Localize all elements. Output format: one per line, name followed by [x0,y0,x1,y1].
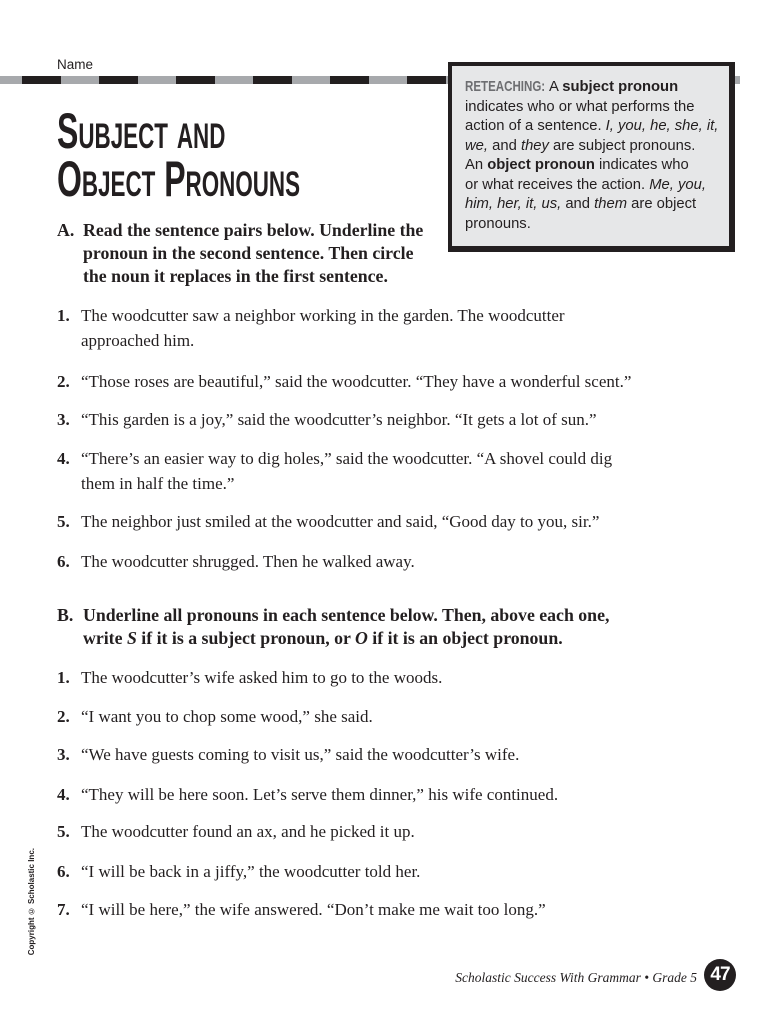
term-subject-pronoun: subject pronoun [562,79,679,95]
item-text-line: The woodcutter saw a neighbor working in the garden. The woodcutter [81,306,565,325]
page-number: 47 [710,964,730,985]
reteaching-label: RETEACHING: [465,79,546,95]
reteaching-text: indicates who [594,157,689,173]
footer-credit [455,970,697,986]
item-text-line: “There’s an easier way to dig holes,” said the woodcutter. “A shovel could dig [81,449,613,468]
instruction-fragment: write [83,628,127,648]
exercise-b-item [57,665,442,690]
name-label: Name [57,57,94,72]
instruction-text [57,604,609,650]
reteaching-line [465,195,729,215]
exercise-a-item [57,446,612,496]
item-text [57,742,519,767]
item-number: 7. [57,900,70,919]
item-text [57,819,415,844]
title-line-1: Subject and [57,103,226,159]
section-letter: A. [57,220,75,240]
instruction-line: Underline all pronouns in each sentence below. Then, above each one, [83,605,610,625]
item-text-line: “They will be here soon. Let’s serve them dinner,” his wife continued. [81,785,559,804]
item-number: 5. [57,512,70,531]
object-pronoun-examples: him, her, it, us, [465,196,562,212]
item-text [57,407,597,432]
item-number: 2. [57,372,70,391]
item-text [57,446,612,496]
item-text-line: “I want you to chop some wood,” she said. [81,707,373,726]
bullet-separator: • [644,970,649,985]
item-number: 5. [57,822,70,841]
item-text [57,369,631,394]
reteaching-line [465,156,729,176]
reteaching-line [465,117,729,137]
reteaching-text: A [545,79,563,95]
term-object-pronoun: object pronoun [487,157,595,173]
grade-label: Grade 5 [652,970,697,985]
object-pronoun-examples: Me, you, [649,176,706,193]
item-number: 3. [57,745,70,764]
subject-pronoun-examples: I, you, he, she, it, [605,118,719,134]
section-letter: B. [57,605,74,625]
instruction-fragment: if it is an object pronoun. [367,628,563,648]
item-text-line: “Those roses are beautiful,” said the woodcutter. “They have a wonderful scent.” [81,372,632,391]
item-text [57,859,420,884]
item-number: 1. [57,306,70,325]
item-text-line: The woodcutter’s wife asked him to go to the woods. [81,668,443,687]
item-number: 1. [57,668,70,687]
item-text-line: “I will be back in a jiffy,” the woodcutter told her. [81,862,421,881]
reteaching-text: action of a sentence. [465,118,606,134]
item-text-line: The neighbor just smiled at the woodcutter and said, “Good day to you, sir.” [81,512,600,531]
reteaching-text: and [561,196,595,212]
exercise-a-item [57,369,631,394]
item-text-line: them in half the time.” [81,474,235,493]
item-text-line: The woodcutter shrugged. Then he walked away. [81,552,415,571]
object-pronoun-examples: them [594,196,628,212]
reteaching-text: are subject pronouns. [548,137,696,154]
item-text-line: approached him. [81,331,195,350]
item-number: 6. [57,552,70,571]
exercise-a-item [57,407,597,432]
item-number: 2. [57,707,70,726]
item-text-line: “We have guests coming to visit us,” said the woodcutter’s wife. [81,745,520,764]
reteaching-line [465,78,729,98]
instruction-b [57,604,609,650]
subject-pronoun-examples: we, [465,137,489,154]
instruction-line: Read the sentence pairs below. Underline the [83,220,424,240]
item-text-line: “I will be here,” the wife answered. “Don’t make me wait too long.” [81,900,546,919]
subject-marker: S [126,628,137,648]
item-text [57,704,373,729]
instruction-line: pronoun in the second sentence. Then circle [83,243,414,263]
instruction-line: the noun it replaces in the first sentence. [83,266,388,286]
instruction-line [83,627,609,650]
item-number: 3. [57,410,70,429]
reteaching-text: or what receives the action. [465,176,650,193]
reteaching-text: and [488,137,521,154]
item-text [57,782,558,807]
item-text [57,509,599,534]
copyright-notice: Copyright © Scholastic Inc. [27,848,36,956]
reteaching-line [465,176,729,196]
item-text [57,303,565,353]
exercise-b-item [57,704,373,729]
item-text-line: The woodcutter found an ax, and he picked it up. [81,822,415,841]
item-number: 4. [57,449,70,468]
title-line-2: Object Pronouns [57,151,301,207]
reteaching-text: An [465,157,488,173]
item-number: 6. [57,862,70,881]
item-number: 4. [57,785,70,804]
exercise-b-item [57,859,420,884]
exercise-a-item [57,303,565,353]
instruction-text [57,219,423,288]
item-text [57,549,415,574]
exercise-b-item [57,819,415,844]
object-marker: O [355,628,368,648]
subject-pronoun-examples: they [520,137,549,154]
page-number-badge [704,959,736,991]
reteaching-box [448,62,735,252]
exercise-b-item [57,782,558,807]
instruction-a [57,219,423,288]
series-title: Scholastic Success With Grammar [455,970,641,985]
exercise-b-item [57,742,519,767]
reteaching-line [465,137,729,157]
reteaching-line: indicates who or what performs the [465,98,695,115]
item-text [57,897,546,922]
instruction-fragment: if it is a subject pronoun, or [136,628,356,648]
reteaching-line: pronouns. [465,215,531,232]
exercise-b-item [57,897,546,922]
exercise-a-item [57,509,599,534]
item-text [57,665,442,690]
item-text-line: “This garden is a joy,” said the woodcutter’s neighbor. “It gets a lot of sun.” [81,410,597,429]
page-title [57,103,301,207]
reteaching-text: are object [627,196,697,212]
exercise-a-item [57,549,415,574]
